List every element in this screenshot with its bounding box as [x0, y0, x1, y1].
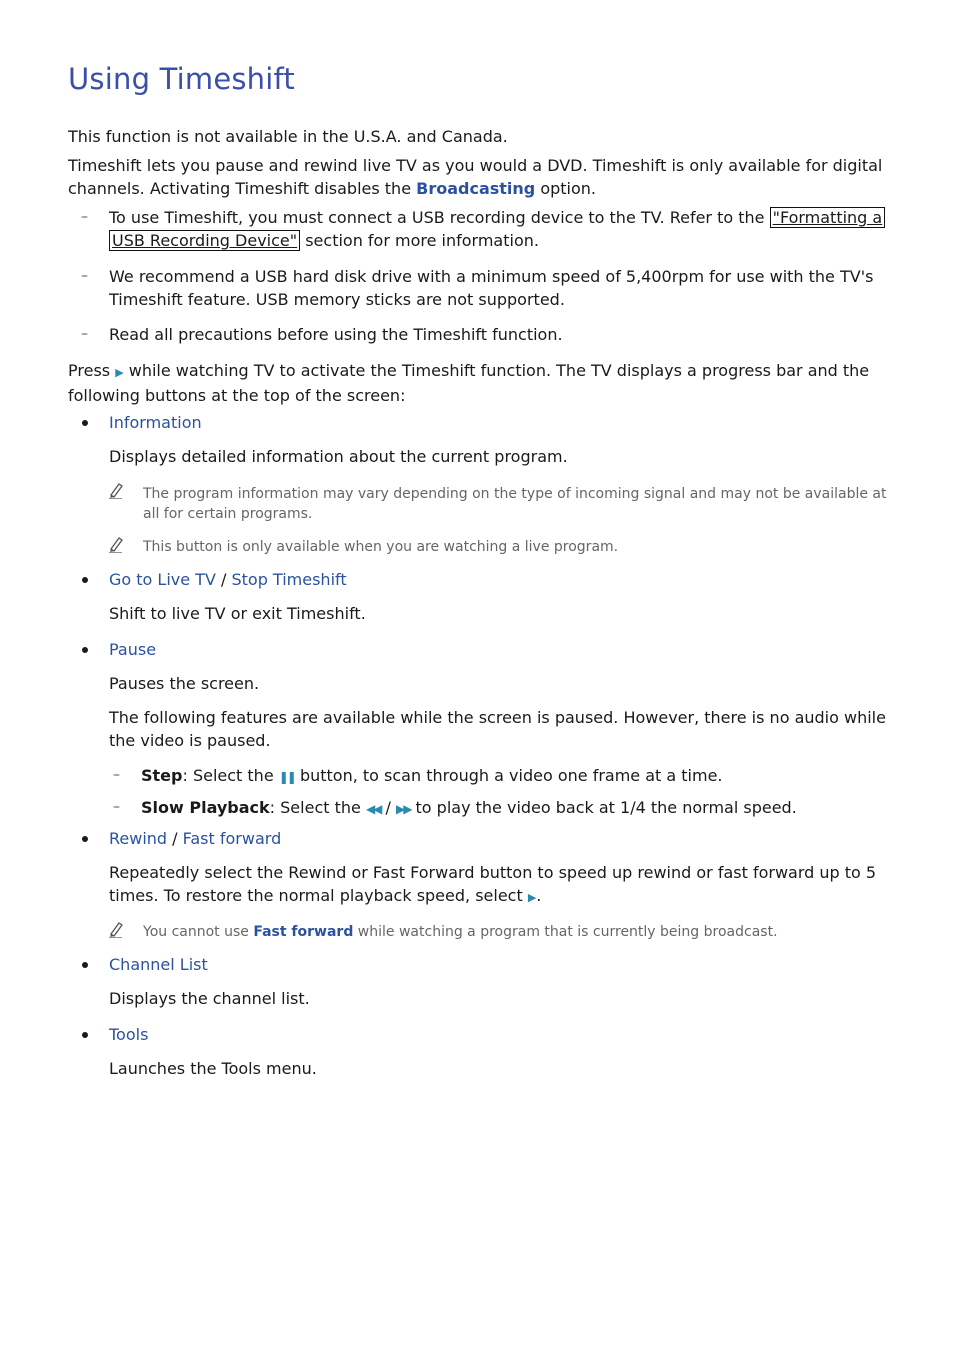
step-feature: Step: Select the ❚❚ button, to scan through a video one frame at a time. [141, 766, 723, 785]
rewind-ff-button-label: Rewind / Fast forward [109, 829, 282, 848]
bullet [82, 962, 88, 968]
slow-playback-feature: Slow Playback: Select the ◀◀ / ▶▶ to play the video back at 1/4 the normal speed. [141, 798, 797, 817]
tools-button-label: Tools [109, 1025, 149, 1044]
live-tv-button-label: Go to Live TV / Stop Timeshift [109, 570, 347, 589]
fast-forward-note: You cannot use Fast forward while watching a program that is currently being broadcast. [143, 924, 778, 940]
bullet [82, 577, 88, 583]
information-note-signal: The program information may vary depending on the type of incoming signal and may not be available at all for certain programs. [143, 486, 887, 522]
channel-list-description: Displays the channel list. [109, 989, 310, 1008]
information-description: Displays detailed information about the current program. [109, 447, 568, 466]
page-title: Using Timeshift [68, 62, 295, 96]
requirement-usb-speed: We recommend a USB hard disk drive with a minimum speed of 5,400rpm for use with the TV's Timeshift feature. USB memory sticks are not supported. [109, 267, 874, 309]
formatting-usb-link[interactable]: "Formatting a [770, 207, 886, 228]
live-tv-description: Shift to live TV or exit Timeshift. [109, 604, 366, 623]
channel-list-button-label: Channel List [109, 955, 208, 974]
formatting-usb-link-cont[interactable]: USB Recording Device" [109, 230, 300, 251]
pause-description: Pauses the screen. [109, 674, 260, 693]
pencil-icon [108, 535, 124, 553]
bullet [82, 1032, 88, 1038]
intro-availability: This function is not available in the U.S.A. and Canada. [68, 127, 508, 146]
fast-forward-icon: ▶▶ [395, 802, 411, 816]
press-instructions: Press ▶ while watching TV to activate the Timeshift function. The TV displays a progress bar and the following buttons at the top of the screen: [68, 361, 870, 405]
dash-marker: – [113, 767, 120, 783]
pause-features: The following features are available while the screen is paused. However, there is no audio while the video is paused. [109, 708, 886, 750]
bullet [82, 836, 88, 842]
play-icon: ▶ [115, 366, 124, 379]
pencil-icon [108, 481, 124, 499]
information-button-label: Information [109, 413, 202, 432]
pause-icon: ❚❚ [278, 770, 295, 784]
bullet [82, 647, 88, 653]
requirement-precautions: Read all precautions before using the Timeshift function. [109, 325, 563, 344]
broadcasting-link[interactable]: Broadcasting [416, 179, 536, 198]
intro-description: Timeshift lets you pause and rewind live TV as you would a DVD. Timeshift is only available for digital channels. Activating Timeshift disables the Broadcasting option. [68, 156, 883, 198]
rewind-icon: ◀◀ [365, 802, 381, 816]
information-note-live: This button is only available when you are watching a live program. [143, 539, 619, 555]
dash-marker: – [81, 326, 88, 342]
play-icon: ▶ [527, 891, 537, 904]
pause-button-label: Pause [109, 640, 157, 659]
requirement-usb-device: To use Timeshift, you must connect a USB recording device to the TV. Refer to the "Formatting a USB Recording Device" section for more information. [109, 206, 889, 252]
tools-description: Launches the Tools menu. [109, 1059, 317, 1078]
dash-marker: – [113, 799, 120, 815]
dash-marker: – [81, 209, 88, 225]
bullet [82, 420, 88, 426]
dash-marker: – [81, 268, 88, 284]
rewind-ff-description: Repeatedly select the Rewind or Fast Forward button to speed up rewind or fast forward up to 5 times. To restore the normal playback speed, select ▶. [109, 863, 877, 905]
pencil-icon [108, 920, 124, 938]
